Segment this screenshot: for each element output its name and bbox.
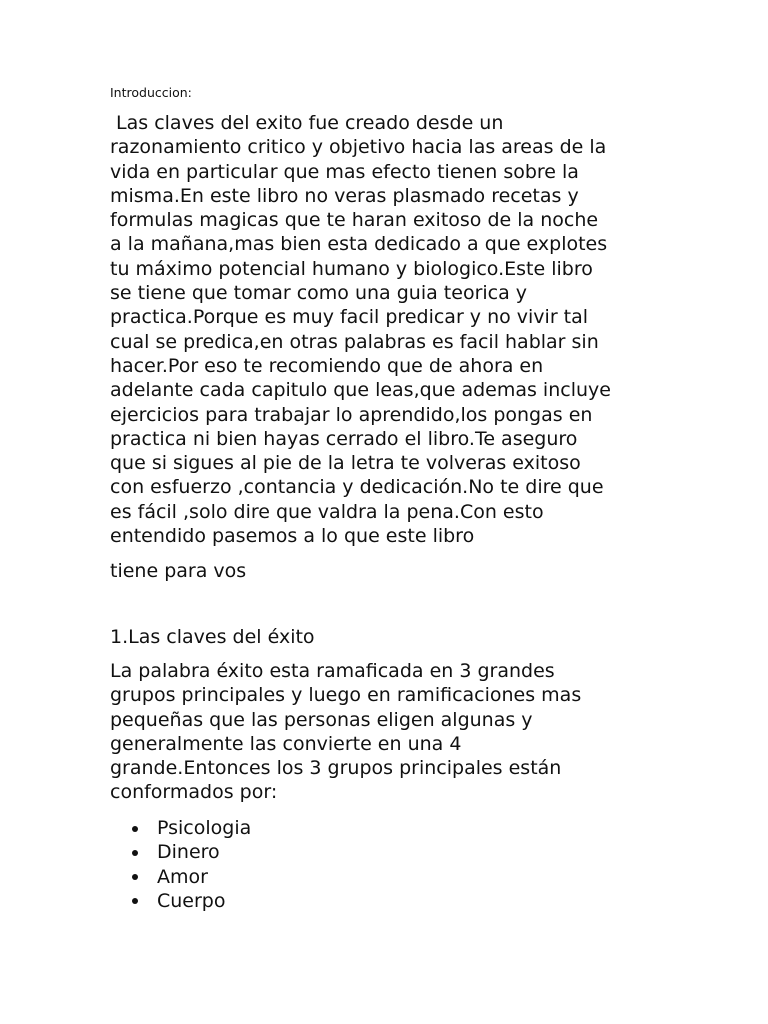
- intro-line: se tiene que tomar como una guia teorica y: [110, 282, 528, 305]
- intro-line: a la mañana,mas bien esta dedicado a que explotes: [110, 233, 608, 256]
- intro-line: hacer.Por eso te recomiendo que de ahora en: [110, 354, 544, 377]
- bullet-dot-icon: [132, 874, 138, 880]
- intro-line: tu máximo potencial humano y biologico.Este libro: [110, 257, 593, 280]
- section-heading: 1.Las claves del éxito: [110, 626, 315, 648]
- section-line: pequeñas que las personas eligen algunas y: [110, 708, 533, 731]
- bullet-text: Dinero: [157, 841, 220, 864]
- intro-line: entendido pasemos a lo que este libro: [110, 525, 475, 548]
- section-line: grupos principales y luego en ramificaciones mas: [110, 684, 582, 707]
- intro-tail-line: tiene para vos: [110, 560, 247, 582]
- intro-line: es fácil ,solo dire que valdra la pena.Con esto: [110, 500, 544, 523]
- bullet-text: Amor: [157, 865, 208, 888]
- intro-line: formulas magicas que te haran exitoso de la noche: [110, 209, 599, 232]
- bullet-item: [110, 816, 251, 840]
- section-line: La palabra éxito esta ramaficada en 3 grandes: [110, 660, 555, 682]
- section-line: generalmente las convierte en una 4: [110, 732, 462, 755]
- section-line: grande.Entonces los 3 grupos principales están: [110, 757, 562, 780]
- bullet-item: [110, 889, 251, 913]
- bullet-dot-icon: [132, 826, 138, 832]
- bullet-text: Cuerpo: [157, 889, 226, 912]
- intro-line: razonamiento critico y objetivo hacia las areas de la: [110, 136, 607, 159]
- bullet-item: [110, 840, 251, 864]
- intro-line: Las claves del exito fue creado desde un: [110, 112, 504, 134]
- intro-line: practica ni bien hayas cerrado el libro.Te aseguro: [110, 427, 578, 450]
- bullet-list: [110, 816, 251, 913]
- bullet-dot-icon: [132, 898, 138, 904]
- intro-line: misma.En este libro no veras plasmado recetas y: [110, 184, 579, 207]
- intro-line: vida en particular que mas efecto tienen sobre la: [110, 160, 579, 183]
- intro-line: que si sigues al pie de la letra te volveras exitoso: [110, 452, 581, 475]
- intro-label: Introduccion:: [110, 85, 192, 100]
- intro-line: practica.Porque es muy facil predicar y no vivir tal: [110, 306, 589, 329]
- intro-paragraph: [110, 111, 611, 548]
- intro-line: cual se predica,en otras palabras es facil hablar sin: [110, 330, 599, 353]
- section-paragraph: [110, 659, 581, 805]
- intro-line: adelante cada capitulo que leas,que ademas incluye: [110, 379, 611, 402]
- bullet-text: Psicologia: [157, 817, 252, 839]
- bullet-item: [110, 865, 251, 889]
- intro-line: con esfuerzo ,contancia y dedicación.No te dire que: [110, 476, 604, 499]
- bullet-dot-icon: [132, 850, 138, 856]
- intro-line: ejercicios para trabajar lo aprendido,los pongas en: [110, 403, 593, 426]
- section-line: conformados por:: [110, 781, 278, 804]
